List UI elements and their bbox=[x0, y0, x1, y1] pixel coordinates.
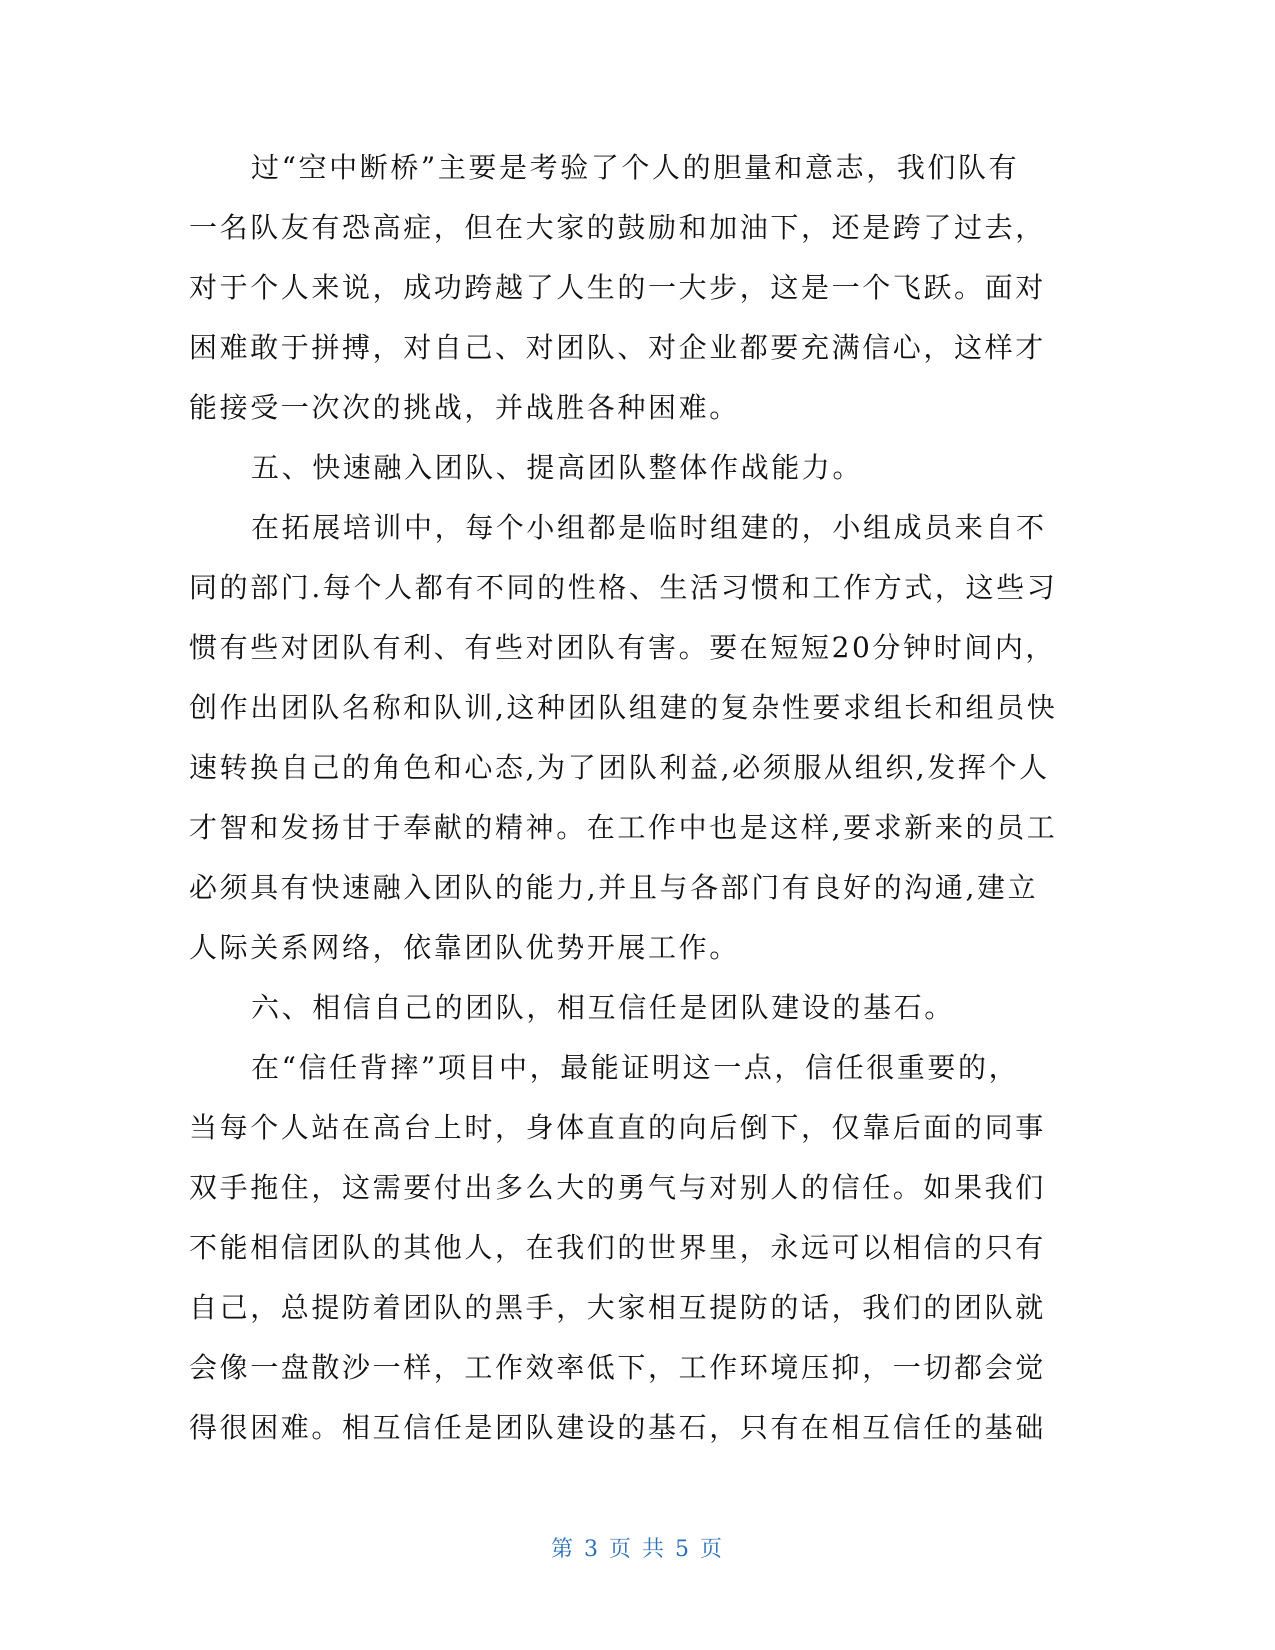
text-line: 惯有些对团队有利、有些对团队有害。要在短短20分钟时间内， bbox=[189, 631, 1057, 664]
text-line: 得很困难。相互信任是团队建设的基石，只有在相互信任的基础 bbox=[189, 1411, 1046, 1444]
text-line: 过“空中断桥”主要是考验了个人的胆量和意志，我们队有 bbox=[251, 151, 1020, 184]
text-line: 自己，总提防着团队的黑手，大家相互提防的话，我们的团队就 bbox=[189, 1291, 1046, 1324]
text-line: 当每个人站在高台上时，身体直直的向后倒下，仅靠后面的同事 bbox=[189, 1111, 1046, 1144]
text-line: 才智和发扬甘于奉献的精神。在工作中也是这样,要求新来的员工 bbox=[189, 811, 1058, 844]
document-body bbox=[189, 138, 1069, 1458]
text-line: 双手拖住，这需要付出多么大的勇气与对别人的信任。如果我们 bbox=[189, 1171, 1046, 1204]
text-line: 对于个人来说，成功跨越了人生的一大步，这是一个飞跃。面对 bbox=[189, 271, 1046, 304]
text-line: 不能相信团队的其他人，在我们的世界里，永远可以相信的只有 bbox=[189, 1231, 1046, 1264]
section-heading-5: 五、快速融入团队、提高团队整体作战能力。 bbox=[251, 451, 864, 484]
text-line: 在拓展培训中，每个小组都是临时组建的，小组成员来自不 bbox=[251, 511, 1047, 544]
text-line: 在“信任背摔”项目中，最能证明这一点，信任很重要的， bbox=[251, 1051, 1020, 1084]
text-line: 困难敢于拼搏，对自己、对团队、对企业都要充满信心，这样才 bbox=[189, 331, 1046, 364]
text-line: 创作出团队名称和队训,这种团队组建的复杂性要求组长和组员快 bbox=[189, 691, 1058, 724]
text-line: 会像一盘散沙一样，工作效率低下，工作环境压抑，一切都会觉 bbox=[189, 1351, 1046, 1384]
section-heading-6: 六、相信自己的团队，相互信任是团队建设的基石。 bbox=[251, 991, 955, 1024]
text-line: 人际关系网络，依靠团队优势开展工作。 bbox=[189, 931, 740, 964]
text-line: 必须具有快速融入团队的能力,并且与各部门有良好的沟通,建立 bbox=[189, 871, 1039, 904]
text-line: 同的部门.每个人都有不同的性格、生活习惯和工作方式，这些习 bbox=[189, 571, 1058, 604]
page-number-footer: 第 3 页 共 5 页 bbox=[551, 1537, 724, 1562]
text-line: 一名队友有恐高症，但在大家的鼓励和加油下，还是跨了过去， bbox=[189, 211, 1046, 244]
text-line: 速转换自己的角色和心态,为了团队利益,必须服从组织,发挥个人 bbox=[189, 751, 1050, 784]
text-line: 能接受一次次的挑战，并战胜各种困难。 bbox=[189, 391, 740, 424]
